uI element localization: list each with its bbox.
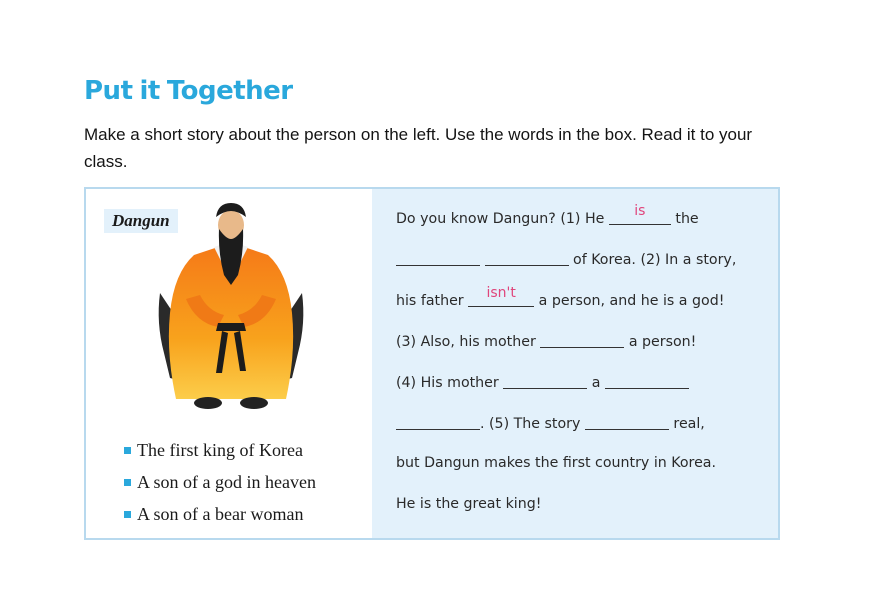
blank-6a[interactable] <box>396 410 480 430</box>
story-fragment: Do you know Dangun? (1) He <box>396 211 605 227</box>
story-fragment: a person! <box>628 334 697 350</box>
story-fragment: . (5) The story <box>480 416 581 432</box>
story-line <box>396 205 780 246</box>
person-name-label: Dangun <box>104 209 178 233</box>
blank-5b[interactable] <box>605 369 689 389</box>
story-line <box>396 328 780 369</box>
story-line <box>396 287 780 328</box>
answer-isnt: isn't <box>486 285 516 301</box>
story-fragment: his father <box>396 293 464 309</box>
list-item <box>124 498 316 530</box>
bullet-square-icon <box>124 447 131 454</box>
put-it-together-logo <box>84 70 293 106</box>
bullet-square-icon <box>124 511 131 518</box>
blank-2b[interactable] <box>485 246 569 266</box>
blank-5a[interactable] <box>503 369 587 389</box>
logo-word-together: Together <box>166 76 293 106</box>
story-line <box>396 410 780 451</box>
dangun-portrait-image <box>156 203 306 415</box>
logo-word-it: it <box>139 76 160 106</box>
list-item <box>124 434 316 466</box>
person-panel <box>86 189 372 538</box>
story-fragment: the <box>675 211 699 227</box>
story-fragment: (3) Also, his mother <box>396 334 536 350</box>
blank-3[interactable] <box>468 287 534 307</box>
story-panel <box>372 189 778 538</box>
bullet-square-icon <box>124 479 131 486</box>
story-line: but Dangun makes the first country in Korea. <box>396 455 717 471</box>
story-fragment: real, <box>673 416 705 432</box>
blank-1[interactable] <box>609 205 671 225</box>
story-line: He is the great king! <box>396 496 542 512</box>
logo-word-put: Put <box>84 76 133 106</box>
instruction-text: Make a short story about the person on the left. Use the words in the box. Read it to your class. <box>84 125 753 171</box>
story-line <box>396 246 780 287</box>
story-fragment: of Korea. (2) In a story, <box>573 252 737 268</box>
fact-text: A son of a god in heaven <box>137 471 316 492</box>
fact-text: A son of a bear woman <box>137 503 304 524</box>
story-fragment: a person, and he is a god! <box>538 293 725 309</box>
list-item <box>124 466 316 498</box>
blank-6b[interactable] <box>585 410 669 430</box>
facts-list <box>124 434 316 530</box>
story-fragment: a <box>591 375 601 391</box>
answer-is: is <box>634 203 646 219</box>
blank-4[interactable] <box>540 328 624 348</box>
activity-box <box>84 187 780 540</box>
blank-2a[interactable] <box>396 246 480 266</box>
fact-text: The first king of Korea <box>137 439 303 460</box>
story-line <box>396 369 780 410</box>
story-text <box>396 205 780 533</box>
story-fragment: (4) His mother <box>396 375 499 391</box>
